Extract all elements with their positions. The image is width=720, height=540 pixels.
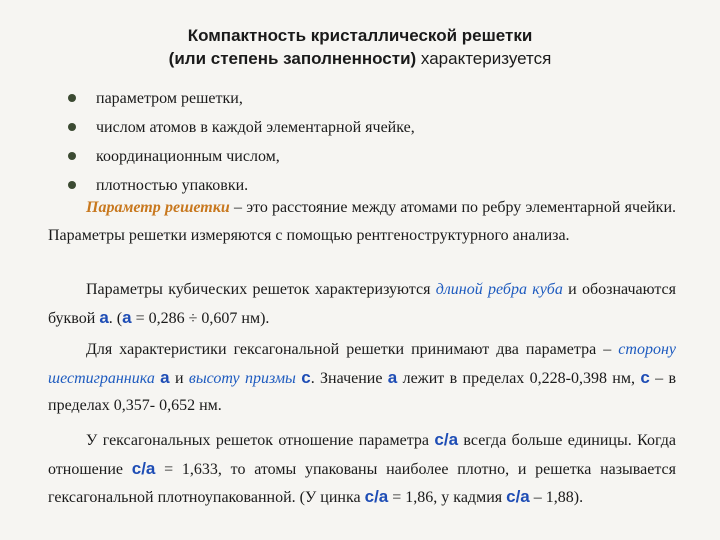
symbol-a: а xyxy=(387,367,398,387)
list-item: плотностью упаковки. xyxy=(66,171,415,200)
title-line-1: Компактность кристаллической решетки xyxy=(187,26,533,45)
title-line-2 xyxy=(0,47,720,70)
bullet-dot-icon xyxy=(68,94,76,102)
list-item: координационным числом, xyxy=(66,142,415,171)
bullet-list xyxy=(66,84,415,200)
bullet-dot-icon xyxy=(68,123,76,131)
symbol-c-over-a: c/a xyxy=(364,487,389,506)
symbol-a: а xyxy=(160,367,170,387)
paragraph-cubic: Параметры кубических решеток характеризуются длиной ребра куба и обозначаются буквой а. (а = 0,286 ÷ 0,607 нм). xyxy=(48,281,676,327)
highlight-cube-edge: длиной ребра куба xyxy=(435,281,563,298)
symbol-c-over-a: c/a xyxy=(131,458,156,478)
symbol-a: а xyxy=(122,307,132,327)
symbol-c: с xyxy=(640,367,650,387)
title-bold-part: (или степень заполненности) xyxy=(168,49,417,68)
highlight-hexagon-side: сторону шестигранника xyxy=(48,341,676,387)
paragraph-ratio: У гексагональных решеток отношение параметра c/a всегда больше единицы. Когда отношение c/a = 1,633, то атомы упакованы наиболее плотно, и решетка называется гексагональной плотноупакованной. (У цинка c/a = 1,86, у кадмия c/a – 1,88). xyxy=(48,430,677,506)
term-lattice-parameter: Параметр решетки xyxy=(86,199,230,216)
symbol-c-over-a: c/a xyxy=(506,487,530,506)
paragraph-hexagonal: Для характеристики гексагональной решетки принимают два параметра – сторону шестигранника а и высоту призмы с. Значение а лежит в пределах 0,228-0,398 нм, с – в пределах 0,357- 0,652 нм. xyxy=(48,341,677,414)
slide-title xyxy=(0,24,720,70)
list-item: параметром решетки, xyxy=(66,84,415,113)
symbol-a: а xyxy=(99,307,109,327)
list-item: числом атомов в каждой элементарной ячейке, xyxy=(66,113,415,142)
highlight-prism-height: высоту призмы xyxy=(188,369,296,387)
symbol-c-over-a: c/a xyxy=(434,430,459,449)
bullet-dot-icon xyxy=(68,181,76,189)
bullet-dot-icon xyxy=(68,152,76,160)
paragraph-lattice-parameter: Параметр решетки – это расстояние между атомами по ребру элементарной ячейки. Параметры решетки измеряются с помощью рентгеноструктурного анализа. xyxy=(48,199,677,244)
title-rest: характеризуется xyxy=(416,49,552,68)
symbol-c: с xyxy=(301,367,311,387)
